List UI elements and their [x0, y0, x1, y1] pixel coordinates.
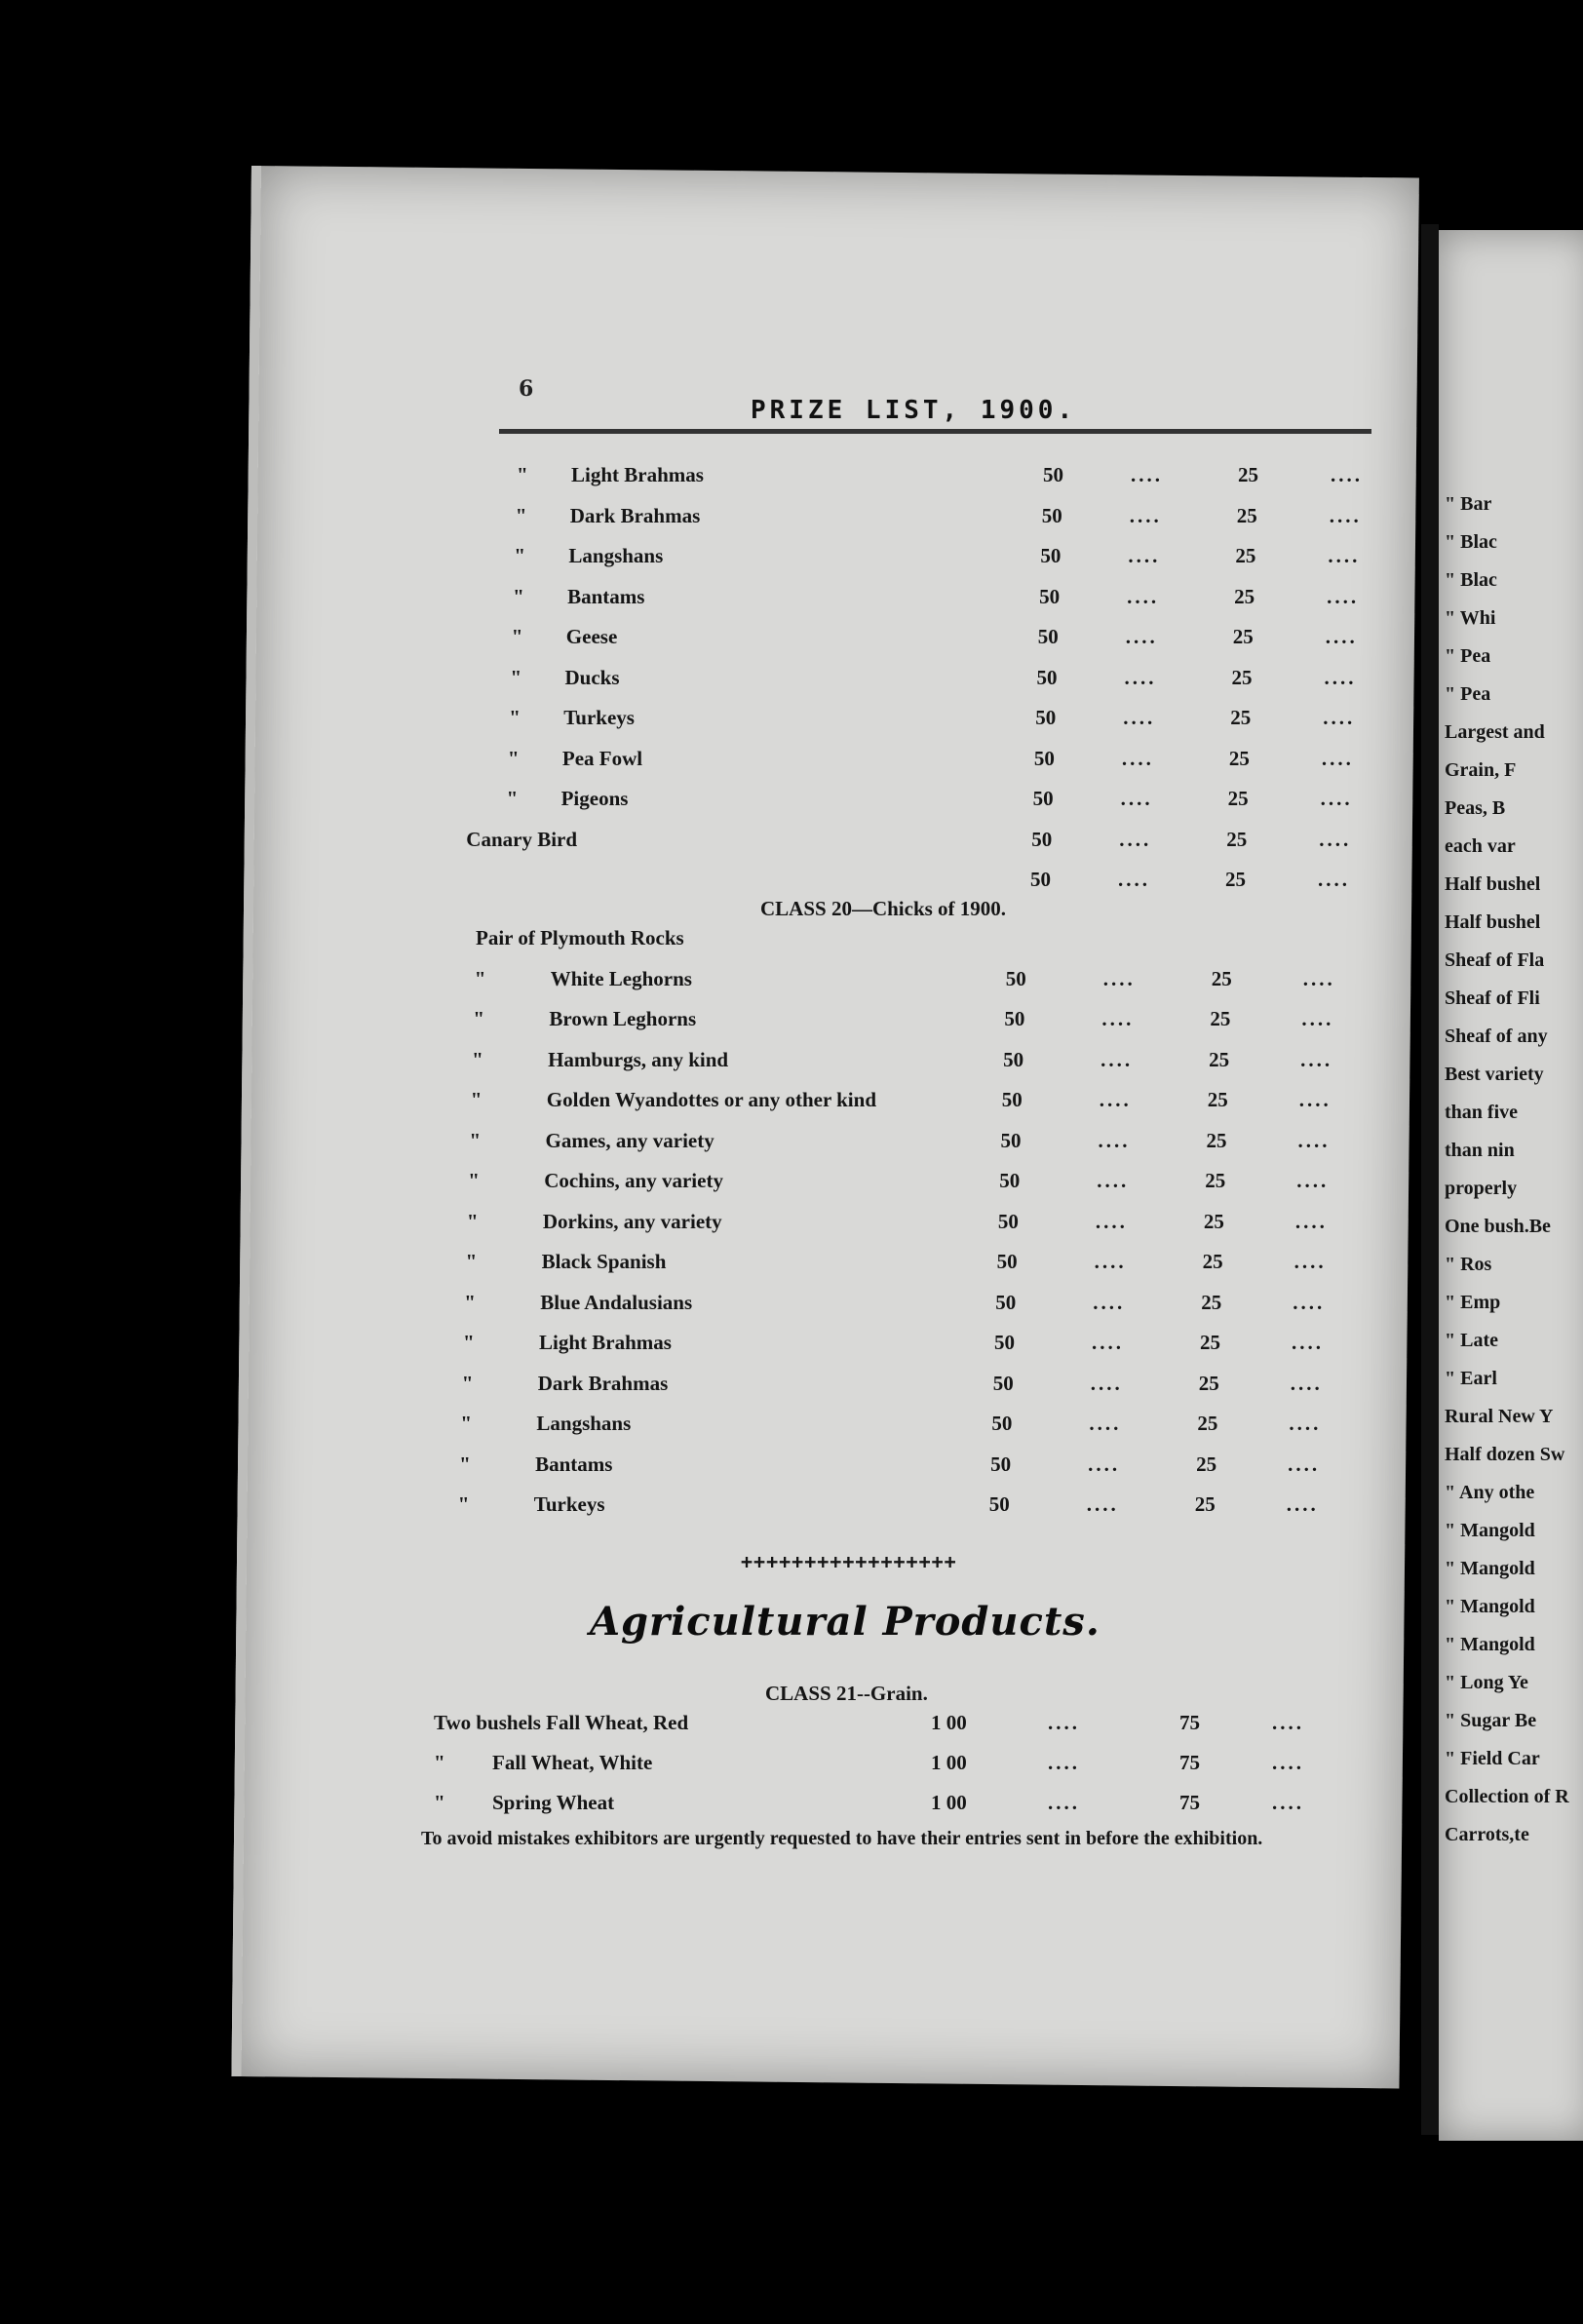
second-prize: 25: [1206, 1128, 1227, 1152]
second-prize: 25: [1209, 1047, 1230, 1071]
ditto-mark: ": [514, 544, 526, 567]
prize-row: [434, 1791, 1409, 1820]
right-page-fragment: " Ros: [1445, 1254, 1492, 1275]
first-prize: 50: [1040, 544, 1062, 567]
right-page-fragment: Largest and: [1445, 721, 1545, 743]
right-page-fragment: " Emp: [1445, 1292, 1501, 1313]
entry-name: Black Spanish: [541, 1250, 667, 1273]
separator-ornament: +++++++++++++++++: [741, 1550, 957, 1573]
entry-name: Langshans: [568, 544, 664, 567]
second-prize: 25: [1194, 1492, 1216, 1516]
leader-dots: ....: [1302, 966, 1335, 990]
right-page-fragment: " Blac: [1445, 531, 1497, 553]
ditto-mark: ": [472, 1047, 483, 1071]
leader-dots: ....: [1123, 706, 1156, 729]
first-prize: 50: [1037, 625, 1059, 648]
right-page-fragment: Sheaf of any: [1445, 1026, 1548, 1047]
entry-name: Blue Andalusians: [540, 1290, 693, 1314]
right-page-fragment: Half dozen Sw: [1445, 1444, 1565, 1465]
leader-dots: ....: [1296, 1169, 1330, 1192]
entry-name: Two bushels Fall Wheat, Red: [434, 1711, 689, 1734]
ditto-mark: ": [461, 1371, 474, 1395]
leader-dots: ....: [1098, 1128, 1131, 1152]
prize-row: [508, 747, 1483, 776]
leader-dots: ....: [1272, 1791, 1304, 1814]
leader-dots: ....: [1090, 1371, 1123, 1395]
prize-row: [467, 1210, 1442, 1239]
right-page-fragment: than nin: [1445, 1140, 1515, 1161]
right-page-fragment: than five: [1445, 1102, 1518, 1123]
second-prize: 25: [1198, 1371, 1219, 1395]
prize-row: [466, 827, 1480, 857]
ditto-mark: ": [513, 584, 524, 608]
right-page-fragment: " Blac: [1445, 569, 1497, 591]
entry-name: Dorkins, any variety: [542, 1209, 722, 1233]
prize-row: [462, 1372, 1437, 1401]
second-prize: 25: [1201, 1290, 1222, 1314]
first-prize: 50: [997, 1209, 1019, 1233]
ditto-mark: ": [515, 503, 527, 527]
right-page-fragment: Sheaf of Fli: [1445, 988, 1540, 1009]
right-page-fragment: each var: [1445, 835, 1516, 857]
entry-name: Pigeons: [560, 787, 629, 810]
entry-name: Brown Leghorns: [549, 1007, 697, 1030]
prize-row: [475, 967, 1449, 996]
leader-dots: ....: [1325, 625, 1358, 648]
right-page-fragment: Peas, B: [1445, 797, 1506, 819]
ditto-mark: ": [465, 1250, 478, 1273]
entry-name: Light Brahmas: [571, 463, 704, 486]
first-prize: 50: [1004, 1007, 1025, 1030]
entry-name: Dark Brahmas: [569, 503, 701, 527]
second-prize: 25: [1235, 544, 1256, 567]
right-page-fragment: " Bar: [1445, 493, 1492, 515]
first-prize: 1 00: [931, 1751, 967, 1774]
right-page-fragment: One bush.Be: [1445, 1216, 1551, 1237]
second-prize: 25: [1231, 665, 1253, 689]
prize-row: [512, 625, 1486, 654]
leader-dots: ....: [1288, 1452, 1321, 1476]
second-prize: 25: [1202, 1250, 1223, 1273]
first-prize: 50: [996, 1250, 1018, 1273]
right-page-fragment: Carrots,te: [1445, 1824, 1529, 1845]
first-prize: 50: [999, 1169, 1021, 1192]
prize-row: [473, 1007, 1448, 1036]
leader-dots: ....: [1119, 827, 1152, 851]
ditto-mark: ": [511, 625, 523, 648]
entry-name: Spring Wheat: [492, 1791, 615, 1814]
ditto-mark: ": [463, 1331, 475, 1354]
entry-name: Geese: [565, 625, 618, 648]
ditto-mark: ": [468, 1169, 480, 1192]
first-prize: 50: [1000, 1128, 1022, 1152]
leader-dots: ....: [1088, 1452, 1121, 1476]
right-page-fragment: Grain, F: [1445, 759, 1517, 781]
right-page-fragment: properly: [1445, 1178, 1518, 1199]
second-prize: 25: [1197, 1412, 1218, 1435]
leader-dots: ....: [1102, 966, 1136, 990]
leader-dots: ....: [1092, 1331, 1124, 1354]
prize-row: [471, 1088, 1446, 1117]
leader-dots: ....: [1301, 1007, 1334, 1030]
entry-name: Turkeys: [563, 706, 635, 729]
first-prize: 50: [1033, 746, 1055, 770]
leader-dots: ....: [1125, 625, 1158, 648]
leader-dots: ....: [1319, 827, 1352, 851]
first-prize: 50: [1005, 966, 1026, 990]
first-prize: 50: [1041, 503, 1062, 527]
ditto-mark: ": [510, 665, 522, 689]
right-page-fragment: " Mangold: [1445, 1520, 1535, 1541]
leader-dots: ....: [1328, 544, 1361, 567]
leader-dots: ....: [1331, 463, 1363, 486]
right-page-fragment: " Mangold: [1445, 1634, 1535, 1655]
prize-row: [434, 1751, 1409, 1780]
right-page-fragment: " Earl: [1445, 1368, 1497, 1389]
second-prize: 25: [1203, 1209, 1224, 1233]
prize-row: [472, 1048, 1447, 1077]
entries-note: To avoid mistakes exhibitors are urgently requested to have their entries sent in before the exhibition.: [421, 1828, 1263, 1849]
ditto-mark: ": [434, 1791, 445, 1814]
ditto-mark: ": [469, 1128, 482, 1152]
class21-heading: CLASS 21--Grain.: [765, 1682, 928, 1705]
prize-row: [463, 1331, 1438, 1360]
first-prize: 50: [1035, 706, 1057, 729]
prize-row: [476, 926, 1450, 955]
prize-row: [504, 868, 1479, 897]
prize-row: [460, 1412, 1435, 1441]
leader-dots: ....: [1120, 787, 1153, 810]
leader-dots: ....: [1323, 706, 1356, 729]
second-prize: 25: [1228, 746, 1250, 770]
leader-dots: ....: [1293, 1290, 1326, 1314]
class20-heading: CLASS 20—Chicks of 1900.: [760, 897, 1007, 920]
page-title: PRIZE LIST, 1900.: [751, 396, 1077, 425]
second-prize: 25: [1232, 625, 1254, 648]
prize-row: [458, 1492, 1433, 1522]
leader-dots: ....: [1298, 1088, 1332, 1111]
leader-dots: ....: [1094, 1250, 1127, 1273]
leader-dots: ....: [1300, 1047, 1333, 1071]
prize-row: [470, 1129, 1445, 1158]
leader-dots: ....: [1321, 746, 1354, 770]
leader-dots: ....: [1128, 544, 1161, 567]
right-page-fragment: " Pea: [1445, 645, 1491, 667]
entry-name: Langshans: [536, 1412, 632, 1435]
section-title: Agricultural Products.: [590, 1599, 1100, 1645]
first-prize: 50: [988, 1492, 1010, 1516]
first-prize: 50: [992, 1371, 1014, 1395]
second-prize: 25: [1230, 706, 1252, 729]
entry-name: Bantams: [567, 584, 645, 608]
ditto-mark: ": [470, 1088, 483, 1111]
leader-dots: ....: [1272, 1711, 1304, 1734]
leader-dots: ....: [1329, 503, 1362, 527]
first-prize: 50: [1039, 584, 1061, 608]
second-prize: 25: [1226, 827, 1248, 851]
ditto-mark: ": [460, 1412, 473, 1435]
second-prize: 25: [1225, 868, 1246, 891]
prize-row: [513, 585, 1487, 614]
entry-name: Pea Fowl: [561, 746, 643, 770]
right-page-fragment: " Pea: [1445, 683, 1491, 705]
second-prize: 25: [1211, 966, 1232, 990]
first-prize: 50: [1030, 868, 1051, 891]
first-prize: 1 00: [931, 1711, 967, 1734]
entry-name: Games, any variety: [545, 1128, 714, 1152]
leader-dots: ....: [1131, 463, 1163, 486]
right-page-fragment: " Sugar Be: [1445, 1710, 1537, 1731]
leader-dots: ....: [1127, 584, 1160, 608]
second-prize: 25: [1238, 463, 1258, 486]
entry-name: Fall Wheat, White: [492, 1751, 653, 1774]
right-page-fragment: Half bushel: [1445, 911, 1541, 933]
leader-dots: ....: [1292, 1331, 1324, 1354]
prize-row: [517, 463, 1491, 492]
entry-name: Dark Brahmas: [537, 1371, 669, 1395]
leader-dots: ....: [1293, 1250, 1327, 1273]
leader-dots: ....: [1048, 1791, 1080, 1814]
second-prize: 75: [1179, 1711, 1200, 1734]
leader-dots: ....: [1118, 868, 1150, 891]
ditto-mark: ": [464, 1290, 476, 1314]
right-page-fragment: Half bushel: [1445, 873, 1541, 895]
second-prize: 25: [1236, 503, 1257, 527]
second-prize: 75: [1179, 1751, 1200, 1774]
prize-row: [516, 504, 1490, 533]
entry-name: Golden Wyandottes or any other kind: [546, 1088, 877, 1111]
first-prize: 50: [1031, 827, 1053, 851]
leader-dots: ....: [1324, 665, 1357, 689]
prize-row: [466, 1250, 1441, 1279]
first-prize: 50: [991, 1412, 1013, 1435]
second-prize: 75: [1179, 1791, 1200, 1814]
leader-dots: ....: [1297, 1128, 1331, 1152]
leader-dots: ....: [1101, 1007, 1135, 1030]
page-header: [507, 376, 1384, 425]
right-page-fragment: " Late: [1445, 1330, 1498, 1351]
entry-name: Canary Bird: [466, 827, 578, 851]
first-prize: 50: [1036, 665, 1058, 689]
entry-name: Turkeys: [533, 1492, 605, 1516]
leader-dots: ....: [1327, 584, 1360, 608]
leader-dots: ....: [1294, 1209, 1328, 1233]
prize-row: [459, 1452, 1434, 1482]
first-prize: 50: [995, 1290, 1017, 1314]
first-prize: 1 00: [931, 1791, 967, 1814]
prize-row: [514, 544, 1488, 573]
ditto-mark: ": [507, 746, 520, 770]
right-page-fragment: Sheaf of Fla: [1445, 949, 1545, 971]
second-prize: 25: [1210, 1007, 1231, 1030]
first-prize: 50: [1001, 1088, 1023, 1111]
leader-dots: ....: [1095, 1209, 1128, 1233]
right-page-fragment: " Mangold: [1445, 1558, 1535, 1579]
second-prize: 25: [1207, 1088, 1228, 1111]
leader-dots: ....: [1097, 1169, 1130, 1192]
leader-dots: ....: [1048, 1751, 1080, 1774]
second-prize: 25: [1227, 787, 1249, 810]
right-page-fragment: " Mangold: [1445, 1596, 1535, 1617]
prize-row: [507, 787, 1482, 816]
second-prize: 25: [1200, 1331, 1220, 1354]
right-page-fragment: " Long Ye: [1445, 1672, 1528, 1693]
leader-dots: ....: [1100, 1047, 1134, 1071]
header-rule: [499, 429, 1371, 434]
ditto-mark: ": [517, 463, 528, 486]
leader-dots: ....: [1048, 1711, 1080, 1734]
prize-row: [434, 1711, 1409, 1740]
leader-dots: ....: [1099, 1088, 1132, 1111]
first-prize: 50: [1003, 1047, 1024, 1071]
right-page-fragment: Rural New Y: [1445, 1406, 1554, 1427]
entry-name: Ducks: [564, 665, 620, 689]
first-prize: 50: [990, 1452, 1012, 1476]
entry-name: Cochins, any variety: [544, 1169, 723, 1192]
second-prize: 25: [1234, 584, 1255, 608]
leader-dots: ....: [1124, 665, 1157, 689]
leader-dots: ....: [1129, 503, 1162, 527]
leader-dots: ....: [1093, 1290, 1126, 1314]
first-prize: 50: [1043, 463, 1063, 486]
right-page-fragment: " Any othe: [1445, 1482, 1535, 1503]
entry-name: Light Brahmas: [539, 1331, 672, 1354]
right-page-fragment: " Whi: [1445, 607, 1496, 629]
leader-dots: ....: [1320, 787, 1353, 810]
prize-row: [509, 706, 1484, 735]
entry-name: Bantams: [535, 1452, 613, 1476]
page-number: 6: [519, 376, 534, 402]
ditto-mark: ": [509, 706, 521, 729]
entry-name: Hamburgs, any kind: [548, 1047, 729, 1071]
ditto-mark: ": [457, 1492, 470, 1516]
second-prize: 25: [1196, 1452, 1217, 1476]
first-prize: 50: [1032, 787, 1054, 810]
prize-row: [464, 1291, 1439, 1320]
right-page-fragment: Best variety: [1445, 1064, 1544, 1085]
leader-dots: ....: [1272, 1751, 1304, 1774]
prize-row: [511, 666, 1486, 695]
first-prize: 50: [994, 1331, 1015, 1354]
ditto-mark: ": [506, 787, 519, 810]
prize-row: [468, 1169, 1443, 1198]
ditto-mark: ": [434, 1751, 445, 1774]
ditto-mark: ": [474, 966, 486, 990]
entry-name: White Leghorns: [550, 966, 692, 990]
leader-dots: ....: [1289, 1412, 1322, 1435]
right-page-fragment: " Field Car: [1445, 1748, 1540, 1769]
leader-dots: ....: [1290, 1371, 1323, 1395]
second-prize: 25: [1205, 1169, 1226, 1192]
leader-dots: ....: [1089, 1412, 1122, 1435]
leader-dots: ....: [1286, 1492, 1319, 1516]
right-page-fragment: Collection of R: [1445, 1786, 1569, 1807]
leader-dots: ....: [1318, 868, 1350, 891]
ditto-mark: ": [459, 1452, 471, 1476]
ditto-mark: ": [473, 1007, 485, 1030]
leader-dots: ....: [1121, 746, 1154, 770]
ditto-mark: ": [466, 1209, 479, 1233]
leader-dots: ....: [1086, 1492, 1119, 1516]
entry-name: Pair of Plymouth Rocks: [476, 926, 684, 949]
